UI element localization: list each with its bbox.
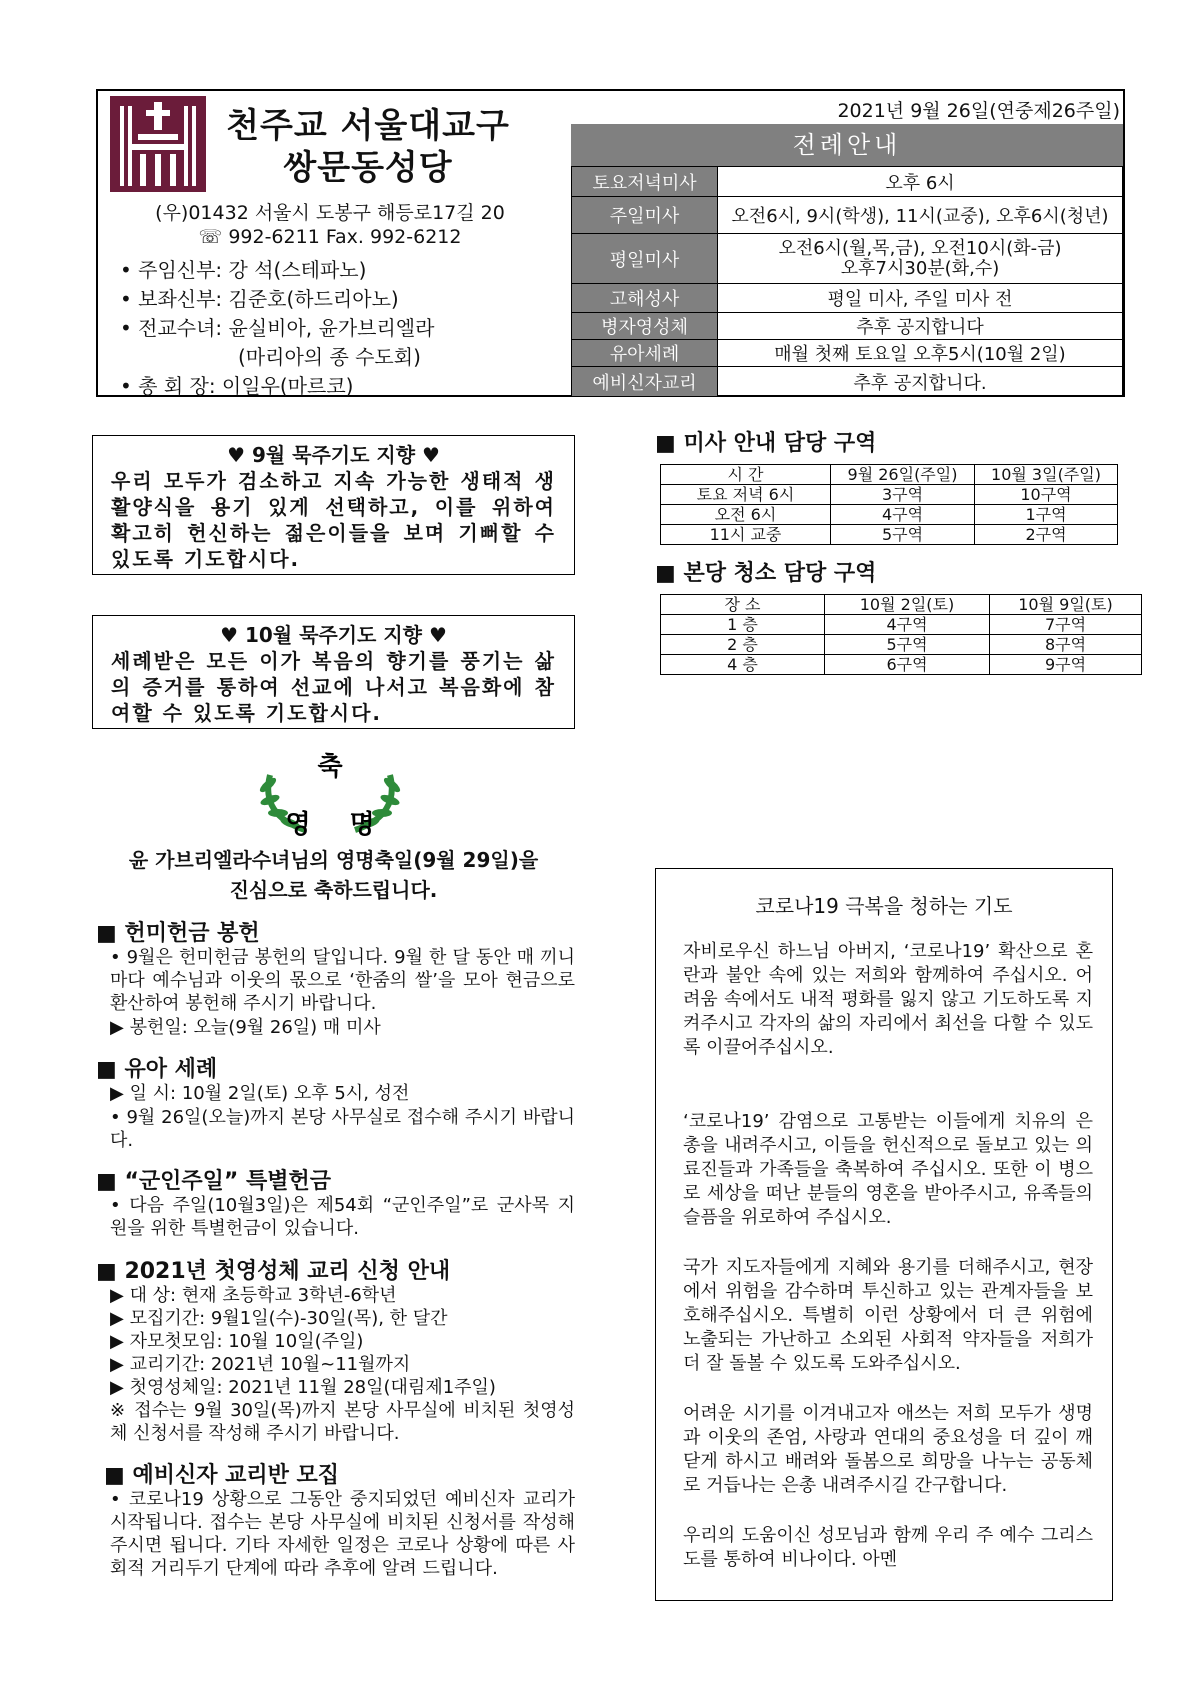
church-name-line2: 쌍문동성당 — [283, 148, 453, 188]
notice-baptism-heading: ■ 유아 세례 — [96, 1057, 218, 1082]
liturgy-row — [572, 284, 1123, 313]
feast-line1: 윤 가브리엘라수녀님의 영명축일(9월 29일)을 — [128, 848, 539, 872]
liturgy-value-line2: 오후7시30분(화,수) — [840, 257, 1000, 279]
liturgy-row — [572, 313, 1123, 340]
church-logo-icon — [110, 96, 206, 192]
table-row — [661, 525, 1118, 545]
staff-sisters: • 전교수녀: 윤실비아, 윤가브리엘라 — [120, 316, 435, 340]
table-cell: 5구역 — [825, 635, 990, 655]
table-cell: 11시 교중 — [661, 525, 831, 545]
liturgy-title: 전례안내 — [571, 124, 1123, 166]
staff-sisters-order: (마리아의 종 수도회) — [238, 345, 421, 369]
table-header-cell: 10월 9일(토) — [990, 595, 1142, 615]
table-row — [661, 505, 1118, 525]
mass-duty-heading: ■ 미사 안내 담당 구역 — [655, 431, 877, 456]
liturgy-row — [572, 234, 1123, 284]
notice-rice-heading: ■ 헌미헌금 봉헌 — [96, 921, 260, 946]
table-row — [661, 465, 1118, 485]
mass-duty-table — [660, 464, 1118, 545]
table-header-cell: 장 소 — [661, 595, 825, 615]
liturgy-label: 주일미사 — [572, 197, 718, 234]
notice-baptism-item: ▶ 일 시: 10월 2일(토) 오후 5시, 성전 — [110, 1083, 410, 1104]
church-name-line1: 천주교 서울대교구 — [226, 106, 510, 146]
table-header-cell: 10월 3일(주일) — [975, 465, 1118, 485]
liturgy-label: 고해성사 — [572, 284, 718, 313]
notice-communion-item: ▶ 교리기간: 2021년 10월~11월까지 — [110, 1354, 411, 1375]
notice-communion-note: ※ 접수는 9월 30일(목)까지 본당 사무실에 비치된 첫영성체 신청서를 작성해 주시기 바랍니다. — [110, 1400, 575, 1444]
table-row — [661, 595, 1142, 615]
prayer-paragraph: 국가 지도자들에게 지혜와 용기를 더해주시고, 현장에서 위험을 감수하며 투신하고 있는 관계자들을 보호해주십시오. 특별히 이런 상황에서 더 큰 위험에 노출되는 가난하고 소외된 사회적 약자들을 저희가 더 잘 돌볼 수 있도록 도와주십시오. — [683, 1257, 1093, 1374]
table-header-cell: 10월 2일(토) — [825, 595, 990, 615]
liturgy-row — [572, 197, 1123, 234]
liturgy-label: 유아세례 — [572, 340, 718, 367]
table-cell: 토요 저녁 6시 — [661, 485, 831, 505]
intention-body: 세례받은 모든 이가 복음의 향기를 풍기는 삶의 증거를 통하여 선교에 나서고 복음화에 참여할 수 있도록 기도합시다. — [111, 649, 556, 725]
notice-rice-body: • 9월은 헌미헌금 봉헌의 달입니다. 9월 한 달 동안 매 끼니마다 예수님과 이웃의 몫으로 ‘한줌의 쌀’을 모아 현금으로 환산하여 봉헌해 주시기 바랍니다. — [110, 947, 575, 1014]
bulletin-date: 2021년 9월 26일(연중제26주일) — [837, 100, 1120, 122]
liturgy-value-line1: 오전6시(월,목,금), 오전10시(화-금) — [778, 237, 1062, 259]
church-address: (우)01432 서울시 도봉구 해등로17길 20 — [155, 202, 505, 224]
table-cell: 9구역 — [990, 655, 1142, 675]
table-cell: 8구역 — [990, 635, 1142, 655]
notice-military-body: • 다음 주일(10월3일)은 제54회 “군인주일”로 군사목 지원을 위한 특별헌금이 있습니다. — [110, 1195, 575, 1239]
feast-char-top: 축 — [317, 752, 343, 782]
liturgy-value — [718, 234, 1123, 284]
intention-body: 우리 모두가 검소하고 지속 가능한 생태적 생활양식을 용기 있게 선택하고, 이를 위하여 확고히 헌신하는 젊은이들을 보며 기뻐할 수 있도록 기도합시다. — [111, 469, 556, 571]
rosary-intention-september — [92, 435, 575, 575]
liturgy-value: 추후 공지합니다 — [718, 313, 1123, 340]
liturgy-row — [572, 167, 1123, 197]
liturgy-label: 토요저녁미사 — [572, 167, 718, 197]
table-cell: 10구역 — [975, 485, 1118, 505]
liturgy-value: 오전6시, 9시(학생), 11시(교중), 오후6시(청년) — [718, 197, 1123, 234]
notice-communion-heading: ■ 2021년 첫영성체 교리 신청 안내 — [96, 1259, 451, 1284]
feast-message — [92, 845, 575, 905]
cleaning-duty-heading: ■ 본당 청소 담당 구역 — [655, 561, 877, 586]
liturgy-value: 평일 미사, 주일 미사 전 — [718, 284, 1123, 313]
staff-council-president: • 총 회 장: 이일우(마르코) — [120, 374, 354, 398]
prayer-paragraph: 자비로우신 하느님 아버지, ‘코로나19’ 확산으로 혼란과 불안 속에 있는 저희와 함께하여 주십시오. 어려움 속에서도 내적 평화를 잃지 않고 기도하도록 지켜주시고 각자의 삶의 자리에서 최선을 다할 수 있도록 이끌어주십시오. — [683, 941, 1093, 1058]
table-cell: 2 층 — [661, 635, 825, 655]
table-header-cell: 9월 26일(주일) — [831, 465, 975, 485]
liturgy-label: 예비신자교리 — [572, 367, 718, 397]
liturgy-row — [572, 340, 1123, 367]
staff-pastor: • 주임신부: 강 석(스테파노) — [120, 258, 367, 282]
table-cell: 1구역 — [975, 505, 1118, 525]
table-cell: 2구역 — [975, 525, 1118, 545]
feast-line2: 진심으로 축하드립니다. — [229, 878, 438, 902]
table-cell: 4구역 — [831, 505, 975, 525]
table-cell: 7구역 — [990, 615, 1142, 635]
liturgy-row — [572, 367, 1123, 397]
prayer-title: 코로나19 극복을 청하는 기도 — [755, 894, 1013, 918]
staff-assistant-priest: • 보좌신부: 김준호(하드리아노) — [120, 287, 399, 311]
liturgy-value: 오후 6시 — [718, 167, 1123, 197]
cleaning-duty-table — [660, 594, 1142, 675]
table-row — [661, 485, 1118, 505]
church-phone: ☏ 992-6211 Fax. 992-6212 — [198, 226, 462, 248]
notice-catechumen-body: • 코로나19 상황으로 그동안 중지되었던 예비신자 교리가 시작됩니다. 접수는 본당 사무실에 비치된 신청서를 작성해 주시면 됩니다. 기타 자세한 일정은 코로나 상황에 따른 사회적 거리두기 단계에 따라 추후에 알려 드립니다. — [110, 1489, 575, 1579]
liturgy-value: 매월 첫째 토요일 오후5시(10월 2일) — [718, 340, 1123, 367]
table-cell: 1 층 — [661, 615, 825, 635]
intention-title: ♥ 9월 묵주기도 지향 ♥ — [227, 443, 440, 467]
notice-baptism-body: • 9월 26일(오늘)까지 본당 사무실로 접수해 주시기 바랍니다. — [110, 1107, 575, 1151]
table-cell: 6구역 — [825, 655, 990, 675]
notice-communion-item: ▶ 대 상: 현재 초등학교 3학년-6학년 — [110, 1285, 397, 1306]
feast-char-right: 명 — [349, 810, 375, 840]
laurel-wreath-icon — [250, 745, 410, 840]
rosary-intention-october — [92, 615, 575, 729]
table-cell: 오전 6시 — [661, 505, 831, 525]
notice-catechumen-heading: ■ 예비신자 교리반 모집 — [104, 1463, 340, 1488]
notice-communion-item: ▶ 첫영성체일: 2021년 11월 28일(대림제1주일) — [110, 1377, 496, 1398]
notice-communion-item: ▶ 자모첫모임: 10월 10일(주일) — [110, 1331, 364, 1352]
liturgy-label: 평일미사 — [572, 234, 718, 284]
table-cell: 5구역 — [831, 525, 975, 545]
intention-title: ♥ 10월 묵주기도 지향 ♥ — [220, 623, 447, 647]
table-cell: 4구역 — [825, 615, 990, 635]
liturgy-table — [571, 166, 1123, 397]
table-row — [661, 655, 1142, 675]
liturgy-label: 병자영성체 — [572, 313, 718, 340]
table-header-cell: 시 간 — [661, 465, 831, 485]
feast-char-left: 영 — [285, 810, 311, 840]
prayer-paragraph: 어려운 시기를 이겨내고자 애쓰는 저희 모두가 생명과 이웃의 존엄, 사랑과 연대의 중요성을 더 깊이 깨닫게 하시고 배려와 돌봄으로 희망을 나누는 공동체로 거듭나는 은총 내려주시길 간구합니다. — [683, 1403, 1093, 1496]
prayer-paragraph: 우리의 도움이신 성모님과 함께 우리 주 예수 그리스도를 통하여 비나이다. 아멘 — [683, 1525, 1093, 1570]
table-cell: 3구역 — [831, 485, 975, 505]
table-row — [661, 615, 1142, 635]
prayer-paragraph: ‘코로나19’ 감염으로 고통받는 이들에게 치유의 은총을 내려주시고, 이들을 헌신적으로 돌보고 있는 의료진들과 가족들을 축복하여 주십시오. 또한 이 병으로 세상을 떠난 분들의 영혼을 받아주시고, 유족들의 슬픔을 위로하여 주십시오. — [683, 1111, 1093, 1228]
liturgy-value: 추후 공지합니다. — [718, 367, 1123, 397]
table-cell: 4 층 — [661, 655, 825, 675]
notice-rice-item: ▶ 봉헌일: 오늘(9월 26일) 매 미사 — [110, 1017, 381, 1038]
notice-communion-item: ▶ 모집기간: 9월1일(수)-30일(목), 한 달간 — [110, 1308, 448, 1329]
table-row — [661, 635, 1142, 655]
notice-military-heading: ■ “군인주일” 특별헌금 — [96, 1169, 332, 1194]
